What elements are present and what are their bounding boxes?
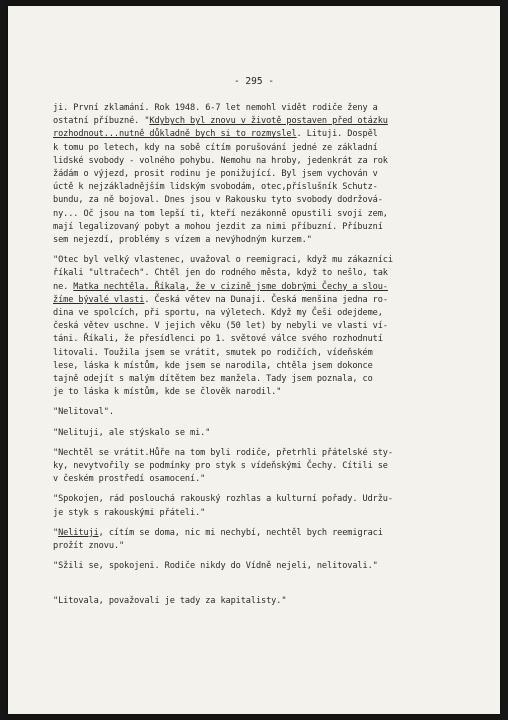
underlined-text: žíme bývalé vlasti xyxy=(53,294,145,305)
text-segment: je styk s rakouskými přáteli." xyxy=(53,507,206,518)
text-segment: táni. Říkali, že přesídlenci po 1. světové válce svého rozhodnutí xyxy=(53,334,383,345)
text-line xyxy=(53,115,478,128)
text-line xyxy=(53,493,478,506)
text-segment: "Nechtěl se vrátit.Hůře na tom byli rodiče, přetrhli přátelské sty- xyxy=(53,447,393,458)
text-line xyxy=(53,427,478,440)
text-segment: ji. První zklamání. Rok 1948. 6-7 let nemohl vidět rodiče ženy a xyxy=(53,103,378,113)
text-segment: žádám o výjezd, prosit rodinu je ponižující. Byl jsem vychován v xyxy=(53,169,378,180)
underlined-text: Nelituji xyxy=(58,527,99,538)
text-segment: úctě k nejzákladnějším lidským svobodám, otec,příslušník Schutz- xyxy=(53,182,378,193)
text-segment: "Litovala, považovali je tady za kapitalisty." xyxy=(53,595,287,606)
paragraph xyxy=(53,427,478,440)
text-line xyxy=(53,168,478,181)
text-line xyxy=(53,221,478,234)
paragraph xyxy=(53,102,478,247)
text-segment: říkali "ultračech". Chtěl jen do rodného města, když to nešlo, tak xyxy=(53,268,388,279)
text-line xyxy=(53,320,478,333)
text-line xyxy=(53,347,478,360)
text-line xyxy=(53,294,478,307)
text-segment: česká větev uschne. V jejich věku (50 let) by nebyli ve vlasti ví- xyxy=(53,321,388,332)
text-segment: dina ve spolcích, při sportu, na výletech. Když my Češi odejdeme, xyxy=(53,308,383,319)
text-segment: ostatní příbuzné. " xyxy=(53,116,150,127)
text-line xyxy=(53,102,478,115)
typewritten-text xyxy=(53,102,478,615)
underlined-text: Matka nechtěla. Říkala, že v cizině jsme dobrými Čechy a slou- xyxy=(73,281,388,292)
text-line xyxy=(53,560,478,573)
text-segment: v českém prostředí osamocení." xyxy=(53,474,206,485)
text-segment: " xyxy=(53,527,59,538)
text-line xyxy=(53,360,478,373)
text-segment: bundu, za ně bojoval. Dnes jsou v Rakousku tyto svobody dodržová- xyxy=(53,195,383,206)
text-segment: tajně odejít s malým dítětem bez manžela. Tady jsem poznala, co xyxy=(53,374,373,385)
text-line xyxy=(53,373,478,386)
text-segment: "Nelituji, ale stýskalo se mi." xyxy=(53,427,211,438)
text-line xyxy=(53,406,478,419)
text-line xyxy=(53,473,478,486)
text-segment: ne. xyxy=(53,281,74,292)
paragraph xyxy=(53,595,478,608)
text-segment: "Spokojen, rád poslouchá rakouský rozhlas a kulturní pořady. Udržu- xyxy=(53,494,393,505)
text-segment: . Česká větev na Dunaji. Česká menšina jedna ro- xyxy=(144,294,388,305)
text-line xyxy=(53,142,478,155)
paragraph xyxy=(53,406,478,419)
text-line xyxy=(53,208,478,221)
text-segment: "Otec byl velký vlastenec, uvažoval o reemigraci, když mu zákazníci xyxy=(53,255,393,266)
text-segment: prožít znovu." xyxy=(53,541,125,552)
text-segment: k tomu po letech, kdy na sobě cítím porušování jedné ze základní xyxy=(53,142,378,153)
text-line xyxy=(53,460,478,473)
paragraph xyxy=(53,527,478,553)
paragraph xyxy=(53,447,478,487)
text-segment: je to láska k místům, kde se člověk narodil." xyxy=(53,387,282,398)
text-segment: ny... Oč jsou na tom lepší ti, kteří nezákonně opustili svoji zem, xyxy=(53,208,388,219)
underlined-text: rozhodnout...nutně důkladně bych si to rozmyslel xyxy=(53,129,297,140)
text-segment: ky, nevytvořily se podmínky pro styk s vídeňskými Čechy. Cítili se xyxy=(53,461,388,472)
text-line xyxy=(53,527,478,540)
text-line xyxy=(53,333,478,346)
text-segment: lese, láska k místům, kde jsem se narodila, chtěla jsem dokonce xyxy=(53,360,373,371)
text-line xyxy=(53,447,478,460)
text-line xyxy=(53,307,478,320)
text-line xyxy=(53,254,478,267)
text-segment: lidské svobody - volného pohybu. Nemohu na hroby, jedenkrát za rok xyxy=(53,155,388,166)
text-line xyxy=(53,507,478,520)
text-line xyxy=(53,386,478,399)
paragraph xyxy=(53,254,478,399)
text-segment: mají legalizovaný pobyt a mohou jezdit za nimi příbuzní. Příbuzní xyxy=(53,221,383,232)
text-segment: "Nelitoval". xyxy=(53,407,114,418)
text-line xyxy=(53,267,478,280)
document-page xyxy=(8,6,500,714)
underlined-text: Kdybych byl znovu v životě postaven před otázku xyxy=(149,116,388,127)
paragraph xyxy=(53,560,478,573)
text-line xyxy=(53,194,478,207)
text-line xyxy=(53,155,478,168)
text-segment: "Sžili se, spokojeni. Rodiče nikdy do Vídně nejeli, nelitovali." xyxy=(53,561,378,572)
paragraph-gap xyxy=(53,581,478,595)
text-line xyxy=(53,595,478,608)
text-line xyxy=(53,181,478,194)
text-segment: litovali. Toužila jsem se vrátit, smutek po rodičích, vídeňském xyxy=(53,347,373,358)
paragraph xyxy=(53,493,478,519)
text-segment: sem nejezdí, problémy s vízem a nevýhodným kurzem." xyxy=(53,235,312,246)
text-line xyxy=(53,234,478,247)
text-segment: . Lituji. Dospěl xyxy=(296,129,378,140)
text-line xyxy=(53,128,478,141)
page-number: - 295 - xyxy=(233,76,275,87)
text-line xyxy=(53,281,478,294)
text-segment: , cítím se doma, nic mi nechybí, nechtěl bych reemigraci xyxy=(98,527,383,538)
text-line xyxy=(53,540,478,553)
